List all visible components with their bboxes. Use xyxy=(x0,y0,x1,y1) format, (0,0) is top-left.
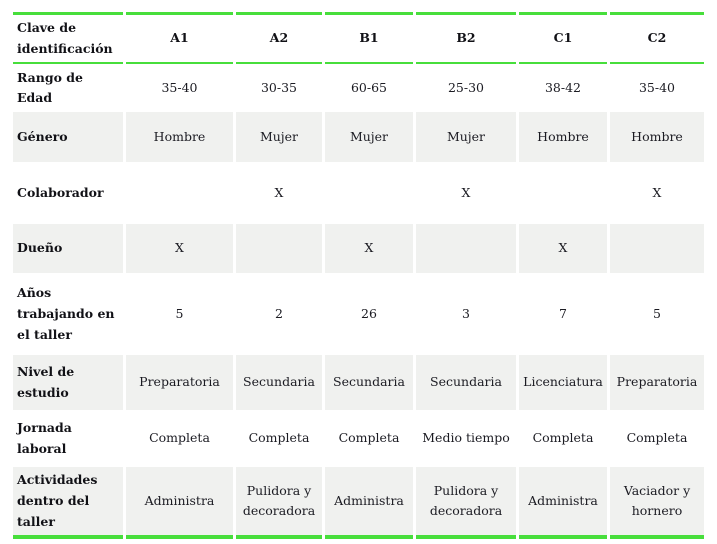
column-header-c1: C1 xyxy=(519,12,607,64)
data-cell: 38-42 xyxy=(519,64,607,112)
data-cell: 60-65 xyxy=(325,64,413,112)
column-header-b2: B2 xyxy=(416,12,516,64)
data-cell: Completa xyxy=(325,410,413,467)
data-cell: Preparatoria xyxy=(610,355,704,410)
data-cell: Licenciatura xyxy=(519,355,607,410)
data-cell xyxy=(610,224,704,273)
data-cell: Hombre xyxy=(519,112,607,162)
row-label: Nivel de estudio xyxy=(13,355,123,410)
data-cell: 30-35 xyxy=(236,64,322,112)
data-cell: Secundaria xyxy=(325,355,413,410)
table-row-workshop-activities xyxy=(13,467,704,539)
data-cell: Pulidora y decoradora xyxy=(416,467,516,539)
data-cell: X xyxy=(416,162,516,224)
table-row-owner xyxy=(13,224,704,273)
table-row-work-schedule xyxy=(13,410,704,467)
table-header-row xyxy=(13,12,704,64)
data-cell: Secundaria xyxy=(416,355,516,410)
data-cell: Completa xyxy=(236,410,322,467)
row-label: Dueño xyxy=(13,224,123,273)
data-cell: X xyxy=(126,224,233,273)
data-cell: X xyxy=(325,224,413,273)
data-cell: 35-40 xyxy=(126,64,233,112)
data-cell: Hombre xyxy=(610,112,704,162)
column-header-b1: B1 xyxy=(325,12,413,64)
data-cell: Preparatoria xyxy=(126,355,233,410)
data-cell: 5 xyxy=(126,273,233,355)
data-cell: Mujer xyxy=(236,112,322,162)
data-cell: 26 xyxy=(325,273,413,355)
data-cell: Mujer xyxy=(325,112,413,162)
data-cell: Administra xyxy=(519,467,607,539)
data-cell: Completa xyxy=(610,410,704,467)
data-cell xyxy=(126,162,233,224)
row-label: Género xyxy=(13,112,123,162)
data-cell: 25-30 xyxy=(416,64,516,112)
data-cell: Administra xyxy=(325,467,413,539)
table-row-age-range xyxy=(13,64,704,112)
data-cell: Pulidora y decoradora xyxy=(236,467,322,539)
data-cell: Completa xyxy=(519,410,607,467)
row-label: Actividades dentro del taller xyxy=(13,467,123,539)
data-cell: Vaciador y hornero xyxy=(610,467,704,539)
row-label: Jornada laboral xyxy=(13,410,123,467)
column-header-a2: A2 xyxy=(236,12,322,64)
data-cell: 7 xyxy=(519,273,607,355)
data-cell: 3 xyxy=(416,273,516,355)
row-label: Colaborador xyxy=(13,162,123,224)
participants-table xyxy=(10,12,707,539)
data-cell: 5 xyxy=(610,273,704,355)
data-cell: X xyxy=(610,162,704,224)
data-cell: X xyxy=(236,162,322,224)
table-row-years-working xyxy=(13,273,704,355)
data-cell: 2 xyxy=(236,273,322,355)
row-label: Años trabajando en el taller xyxy=(13,273,123,355)
row-label: Rango de Edad xyxy=(13,64,123,112)
data-cell: Secundaria xyxy=(236,355,322,410)
data-cell: Mujer xyxy=(416,112,516,162)
data-cell: Completa xyxy=(126,410,233,467)
data-cell: Medio tiempo xyxy=(416,410,516,467)
data-cell: 35-40 xyxy=(610,64,704,112)
table-row-education-level xyxy=(13,355,704,410)
data-cell xyxy=(236,224,322,273)
data-cell: Administra xyxy=(126,467,233,539)
column-header-a1: A1 xyxy=(126,12,233,64)
data-cell xyxy=(519,162,607,224)
data-cell: X xyxy=(519,224,607,273)
header-id-key-label: Clave de identificación xyxy=(13,12,123,64)
table-row-gender xyxy=(13,112,704,162)
table-row-collaborator xyxy=(13,162,704,224)
data-cell xyxy=(416,224,516,273)
data-cell: Hombre xyxy=(126,112,233,162)
column-header-c2: C2 xyxy=(610,12,704,64)
data-cell xyxy=(325,162,413,224)
